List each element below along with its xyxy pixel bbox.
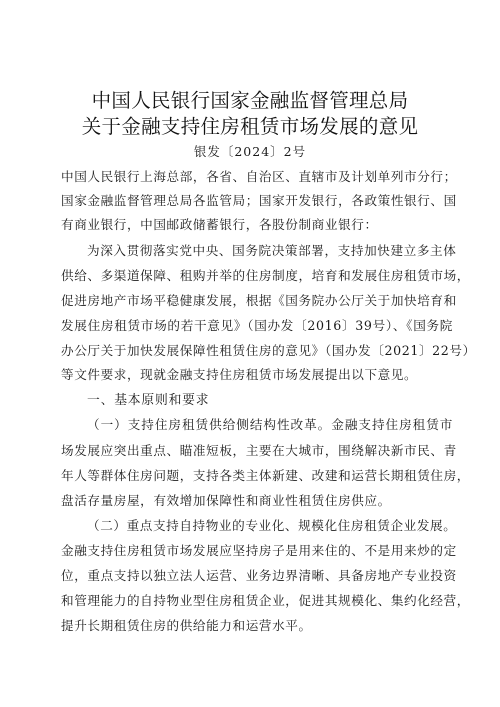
paragraph-line: （二）重点支持自持物业的专业化、规模化住房租赁企业发展。 <box>87 518 457 533</box>
preamble-line: 供给、多渠道保障、租购并举的住房制度，培育和发展住房租赁市场， <box>61 268 471 283</box>
document-title-line-2: 关于金融支持住房租赁市场发展的意见 <box>81 115 419 138</box>
section-heading: 一、基本原则和要求 <box>87 393 210 408</box>
paragraph-line: 金融支持住房租赁市场发展应坚持房子是用来住的、不是用来炒的定 <box>61 543 457 558</box>
preamble-line: 发展住房租赁市场的若干意见》（国办发〔2016〕39号）、《国务院 <box>61 318 453 333</box>
paragraph-line: 盘活存量房屋，有效增加保障性和商业性租赁住房供应。 <box>61 493 391 508</box>
preamble-line: 促进房地产市场平稳健康发展，根据《国务院办公厅关于加快培育和 <box>61 293 457 308</box>
paragraph-line: 场发展应突出重点、瞄准短板，主要在大城市，围绕解决新市民、青 <box>61 443 457 458</box>
document-title-line-1: 中国人民银行国家金融监督管理总局 <box>91 89 409 112</box>
paragraph-line: 年人等群体住房问题，支持各类主体新建、改建和运营长期租赁住房， <box>61 468 471 483</box>
preamble-line: 办公厅关于加快发展保障性租赁住房的意见》（国办发〔2021〕22号） <box>61 343 476 358</box>
document-number: 银发〔2024〕2号 <box>193 144 307 159</box>
paragraph-line: 位，重点支持以独立法人运营、业务边界清晰、具备房地产专业投资 <box>61 568 457 583</box>
paragraph-line: （一）支持住房租赁供给侧结构性改革。金融支持住房租赁市 <box>87 417 453 432</box>
addressee-line: 国家金融监督管理总局各监管局；国家开发银行，各政策性银行、国 <box>61 193 457 208</box>
preamble-line: 为深入贯彻落实党中央、国务院决策部署，支持加快建立多主体 <box>87 243 457 258</box>
addressee-line: 中国人民银行上海总部，各省、自治区、直辖市及计划单列市分行； <box>61 169 457 184</box>
preamble-line: 等文件要求，现就金融支持住房租赁市场发展提出以下意见。 <box>61 367 418 382</box>
paragraph-line: 提升长期租赁住房的供给能力和运营水平。 <box>61 618 312 633</box>
addressee-line: 有商业银行，中国邮政储蓄银行，各股份制商业银行： <box>61 217 378 232</box>
paragraph-line: 和管理能力的自持物业型住房租赁企业，促进其规模化、集约化经营， <box>61 593 471 608</box>
